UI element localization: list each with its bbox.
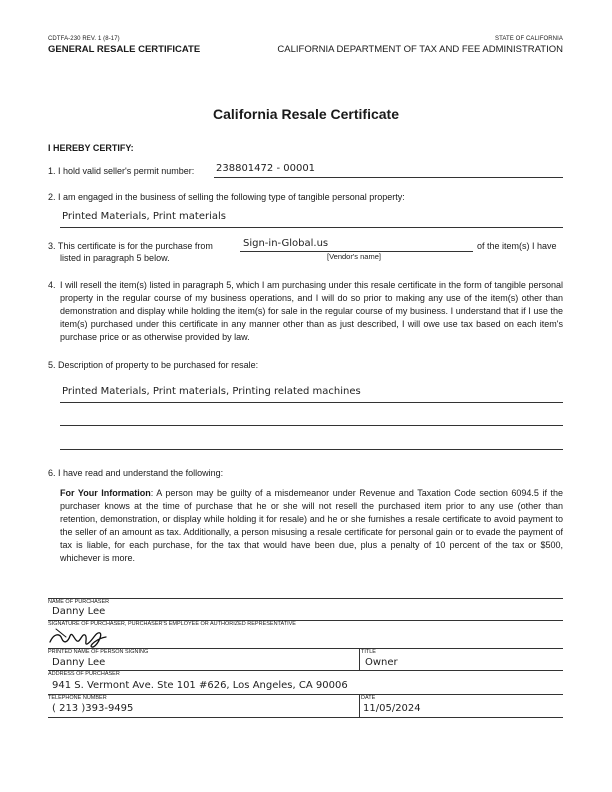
address-field[interactable]: 941 S. Vermont Ave. Ste 101 #626, Los Angeles, CA 90006	[52, 680, 348, 691]
fyi-label: For Your Information	[60, 488, 151, 498]
address-label: ADDRESS OF PURCHASER	[48, 671, 120, 677]
date-field[interactable]: 11/05/2024	[363, 703, 421, 714]
printed-name-label: PRINTED NAME OF PERSON SIGNING	[48, 649, 149, 655]
item3-text-a: 3. This certificate is for the purchase from	[48, 241, 213, 251]
printed-name-divider	[359, 648, 360, 670]
sig-block-top-line	[48, 598, 563, 599]
page-title: California Resale Certificate	[213, 106, 399, 122]
item4-num: 4.	[48, 280, 56, 290]
vendor-name-field[interactable]: Sign-in-Global.us	[243, 238, 329, 249]
phone-label: TELEPHONE NUMBER	[48, 695, 107, 701]
fyi-paragraph	[60, 487, 563, 565]
item4-text: I will resell the item(s) listed in paragraph 5, which I am purchasing under this resale certificate in the form of tangible personal property in the regular course of my business operations, and I will do so prior to making any use of the item(s) other than demonstration and display while holding the item(s) for sale in the regular course of my business. I understand that if I use the item(s) purchased under this certificate in any manner other than as just described, I will owe use tax based on each item's purchase price or as otherwise provided by law.	[60, 280, 563, 342]
printed-name-line	[48, 670, 563, 671]
department-label: CALIFORNIA DEPARTMENT OF TAX AND FEE ADMINISTRATION	[277, 44, 563, 55]
certify-heading: I HEREBY CERTIFY:	[48, 143, 134, 153]
item6-text: 6. I have read and understand the following:	[48, 468, 224, 478]
printed-name-field[interactable]: Danny Lee	[52, 657, 106, 668]
state-label: STATE OF CALIFORNIA	[494, 36, 563, 42]
item3-text-b: of the item(s) I have	[477, 241, 557, 251]
description-line-1	[60, 402, 563, 403]
signature-image	[48, 624, 110, 650]
title-field[interactable]: Owner	[365, 657, 398, 668]
fyi-text: : A person may be guilty of a misdemeanor under Revenue and Taxation Code section 6094.5 if the purchaser knows at the time of purchase that he or she will not resell the purchased item prior to any use (other than retention, demonstration, or display while holding it for resale) and he or she furnishes a resale certificate to avoid payment to the seller of an amount as tax. Additionally, a person misusing a resale certificate for personal gain or to evade the payment of tax is liable, for each purchase, for the tax that would have been due, plus a penalty of 10 percent of the tax or $500, whichever is more.	[60, 488, 563, 563]
permit-number-field[interactable]: 238801472 - 00001	[216, 163, 316, 174]
address-line	[48, 694, 563, 695]
sig-block-bottom-line	[48, 717, 563, 718]
description-line-2	[60, 425, 563, 426]
vendor-name-label: [Vendor's name]	[327, 252, 381, 261]
property-description-field[interactable]: Printed Materials, Print materials, Printing related machines	[62, 386, 361, 397]
title-label: TITLE	[361, 649, 376, 655]
name-label: NAME OF PURCHASER	[48, 599, 110, 605]
property-type-field[interactable]: Printed Materials, Print materials	[62, 211, 227, 222]
form-name: GENERAL RESALE CERTIFICATE	[48, 44, 201, 55]
item2-text: 2. I am engaged in the business of selling the following type of tangible personal property:	[48, 192, 405, 202]
item3-text-c: listed in paragraph 5 below.	[60, 253, 170, 263]
item5-text: 5. Description of property to be purchased for resale:	[48, 360, 259, 370]
date-label: DATE	[361, 695, 376, 701]
form-id: CDTFA-230 REV. 1 (8-17)	[48, 36, 120, 42]
phone-field[interactable]: ( 213 )393-9495	[52, 703, 134, 714]
description-line-3	[60, 449, 563, 450]
permit-number-line	[214, 177, 563, 178]
phone-date-divider	[359, 694, 360, 717]
purchaser-name-field[interactable]: Danny Lee	[52, 606, 106, 617]
item1-text: 1. I hold valid seller's permit number:	[48, 166, 195, 176]
signature-label: SIGNATURE OF PURCHASER, PURCHASER'S EMPLOYEE OR AUTHORIZED REPRESENTATIVE	[48, 621, 296, 627]
property-type-line	[60, 227, 563, 228]
